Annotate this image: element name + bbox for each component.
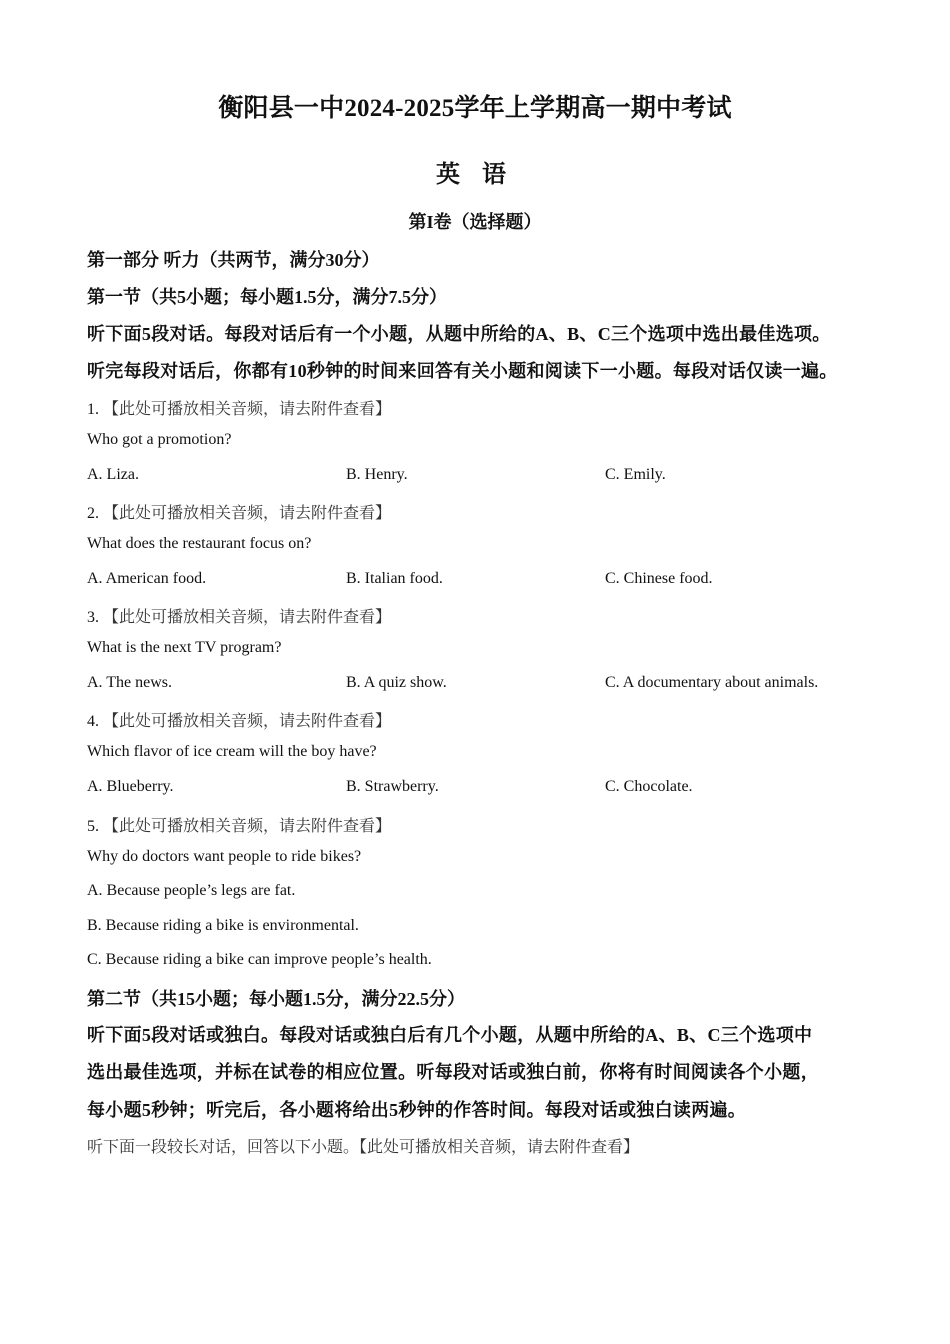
question-number: 3. [87, 609, 99, 626]
question-3-text: What is the next TV program? [87, 639, 282, 656]
subject-title: 英 语 [436, 162, 514, 188]
section2-instructions-1: 听下面5段对话或独白。每段对话或独白后有几个小题，从题中所给的A、B、C三个选项中 [87, 1025, 813, 1045]
question-number: 5. [87, 818, 99, 835]
question-4-text: Which flavor of ice cream will the boy have? [87, 743, 377, 760]
section2-heading: 第二节（共15小题；每小题1.5分，满分22.5分） [87, 989, 465, 1009]
question-4-header [87, 708, 391, 731]
question-5-option-a[interactable]: A. Because people’s legs are fat. [87, 882, 296, 899]
question-5-header [87, 813, 391, 836]
audio-attachment-note[interactable]: 【此处可播放相关音频，请去附件查看】 [103, 505, 392, 522]
question-2-header [87, 500, 391, 523]
exam-title: 衡阳县一中2024-2025学年上学期高一期中考试 [218, 95, 732, 122]
question-1-option-c[interactable]: C. Emily. [605, 466, 666, 483]
part1-heading: 第一部分 听力（共两节，满分30分） [87, 250, 380, 270]
question-3-option-c[interactable]: C. A documentary about animals. [605, 674, 819, 691]
question-2-option-a[interactable]: A. American food. [87, 570, 207, 587]
section2-instructions-3: 每小题5秒钟；听完后，各小题将给出5秒钟的作答时间。每段对话或独白读两遍。 [87, 1100, 747, 1120]
audio-attachment-note[interactable]: 【此处可播放相关音频，请去附件查看】 [103, 713, 392, 730]
section1-instructions-1: 听下面5段对话。每段对话后有一个小题，从题中所给的A、B、C三个选项中选出最佳选项。 [87, 324, 831, 344]
question-1-text: Who got a promotion? [87, 431, 232, 448]
section1-instructions-2: 听完每段对话后，你都有10秒钟的时间来回答有关小题和阅读下一小题。每段对话仅读一遍。 [87, 361, 838, 381]
question-1-option-b[interactable]: B. Henry. [346, 466, 408, 483]
question-3-option-a[interactable]: A. The news. [87, 674, 173, 691]
question-1-header [87, 396, 391, 419]
audio-attachment-note[interactable]: 【此处可播放相关音频，请去附件查看】 [359, 1139, 640, 1156]
question-5-option-c[interactable]: C. Because riding a bike can improve people’s health. [87, 951, 432, 968]
question-3-option-b[interactable]: B. A quiz show. [346, 674, 447, 691]
question-2-text: What does the restaurant focus on? [87, 535, 312, 552]
question-4-option-b[interactable]: B. Strawberry. [346, 778, 439, 795]
question-5-option-b[interactable]: B. Because riding a bike is environmental. [87, 917, 359, 934]
audio-attachment-note[interactable]: 【此处可播放相关音频，请去附件查看】 [103, 401, 392, 418]
question-4-option-c[interactable]: C. Chocolate. [605, 778, 693, 795]
section2-lead: 听下面一段较长对话，回答以下小题。 [87, 1139, 360, 1156]
section1-heading: 第一节（共5小题；每小题1.5分，满分7.5分） [87, 287, 447, 307]
question-5-text: Why do doctors want people to ride bikes? [87, 848, 362, 865]
question-2-option-c[interactable]: C. Chinese food. [605, 570, 713, 587]
volume-title: 第I卷（选择题） [408, 212, 542, 232]
question-1-option-a[interactable]: A. Liza. [87, 466, 139, 483]
question-4-option-a[interactable]: A. Blueberry. [87, 778, 174, 795]
question-number: 4. [87, 713, 99, 730]
question-number: 2. [87, 505, 99, 522]
section2-instructions-2: 选出最佳选项，并标在试卷的相应位置。听每段对话或独白前，你将有时间阅读各个小题， [87, 1062, 819, 1082]
question-number: 1. [87, 401, 99, 418]
question-3-header [87, 604, 391, 627]
audio-attachment-note[interactable]: 【此处可播放相关音频，请去附件查看】 [103, 609, 392, 626]
audio-attachment-note[interactable]: 【此处可播放相关音频，请去附件查看】 [103, 818, 392, 835]
section2-lead-line [87, 1134, 639, 1157]
question-2-option-b[interactable]: B. Italian food. [346, 570, 443, 587]
